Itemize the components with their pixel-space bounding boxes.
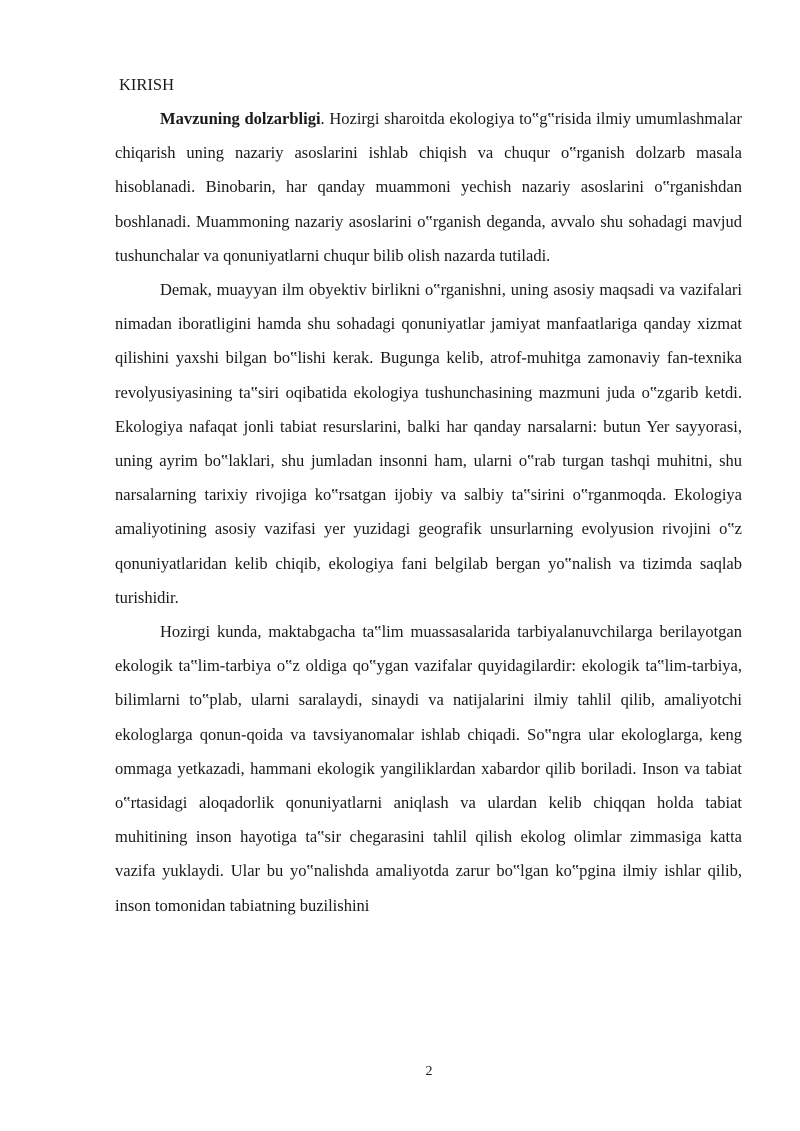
paragraph-preschool-education: Hozirgi kunda, maktabgacha ta‟lim muassasalarida tarbiyalanuvchilarga berilayotgan ekologik ta‟lim-tarbiya o‟z oldiga qo‟ygan vazifalar quyidagilardir: ekologik ta‟lim-tarbiya, bilimlarni to‟plab, ularni saralaydi, sinaydi va natijalarini ilmiy tahlil qilib, amaliyotchi ekologlarga qonun-qoida va tavsiyanomalar ishlab chiqadi. So‟ngra ular ekologlarga, keng ommaga yetkazadi, hammani ekologik yangiliklardan xabardor qilib boriladi. Inson va tabiat o‟rtasidagi aloqadorlik qonuniyatlarni aniqlash va ulardan kelib chiqqan holda tabiat muhitining inson hayotiga ta‟sir chegarasini tahlil qilish ekolog olimlar zimmasiga katta vazifa yuklaydi. Ular bu yo‟nalishda amaliyotda zarur bo‟lgan ko‟pgina ilmiy ishlar qilib, inson tomonidan tabiatning buzilishini [115, 622, 742, 915]
page-number: 2 [425, 1064, 433, 1079]
paragraph-relevance [115, 102, 742, 273]
paragraph-lead-term: Mavzuning dolzarbligi [160, 109, 321, 128]
body-text [115, 102, 742, 923]
paragraph-text: . Hozirgi sharoitda ekologiya to‟g‟risida ilmiy umumlashmalar chiqarish uning nazariy asoslarini ishlab chiqish va chuqur o‟rganish dolzarb masala hisoblanadi. Binobarin, har qanday muammoni yechish nazariy asoslarini o‟rganishdan boshlanadi. Muammoning nazariy asoslarini o‟rganish deganda, avvalo shu sohadagi mavjud tushunchalar va qonuniyatlarni chuqur bilib olish nazarda tutiladi. [115, 109, 742, 265]
section-heading: KIRISH [119, 75, 175, 94]
paragraph-ecology-scope: Demak, muayyan ilm obyektiv birlikni o‟rganishni, uning asosiy maqsadi va vazifalari nimadan iboratligini hamda shu sohadagi qonuniyatlar jamiyat manfaatlariga qanday xizmat qilishini yaxshi bilgan bo‟lishi kerak. Bugunga kelib, atrof-muhitga zamonaviy fan-texnika revolyusiyasining ta‟siri oqibatida ekologiya tushunchasining mazmuni juda o‟zgarib ketdi. Ekologiya nafaqat jonli tabiat resurslarini, balki har qanday narsalarni: butun Yer sayyorasi, uning ayrim bo‟laklari, shu jumladan insonni ham, ularni o‟rab turgan tashqi muhitni, shu narsalarning tarixiy rivojiga ko‟rsatgan ijobiy va salbiy ta‟sirini o‟rganmoqda. Ekologiya amaliyotining asosiy vazifasi yer yuzidagi geografik unsurlarning evolyusion rivojini o‟z qonuniyatlaridan kelib chiqib, ekologiya fani belgilab bergan yo‟nalish va tizimda saqlab turishidir. [115, 280, 742, 607]
